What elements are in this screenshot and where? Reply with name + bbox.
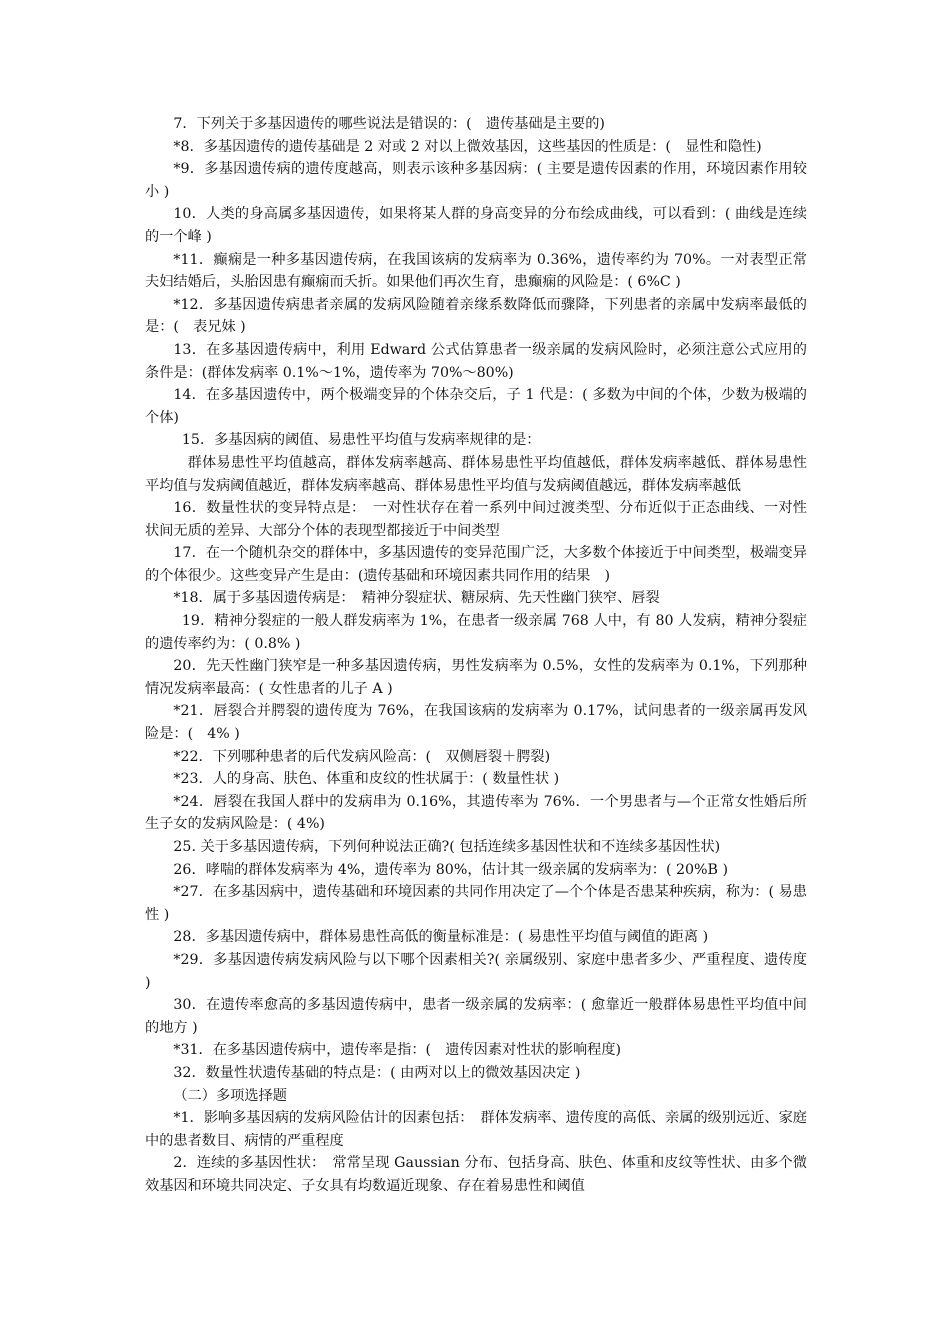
question-19: 19．精神分裂症的一般人群发病率为 1%，在患者一级亲属 768 人中，有 80 人发病，精神分裂症的遗传率约为：( 0.8% ): [145, 613, 807, 652]
question-29: *29．多基因遗传病发病风险与以下哪个因素相关?( 亲属级别、家庭中患者多少、严重程度、遗传度 ): [145, 951, 807, 991]
question-27: *27．在多基因病中，遗传基础和环境因素的共同作用决定了—个个体是否患某种疾病，称为：( 易患性 ): [145, 884, 807, 923]
question-28: 28．多基因遗传病中，群体易患性高低的衡量标准是：( 易患性平均值与阈值的距离 ): [173, 929, 709, 946]
question-8: *8．多基因遗传的遗传基础是 2 对或 2 对以上微效基因，这些基因的性质是：( 显性和隐性): [173, 138, 762, 155]
question-16: 16．数量性状的变异特点是： 一对性状存在着一系列中间过渡类型、分布近似于正态曲线、一对性状间无质的差异、大部分个体的表现型都接近于中间类型: [145, 500, 807, 539]
question-23: *23．人的身高、肤色、体重和皮纹的性状属于：( 数量性状 ): [173, 771, 560, 788]
section-heading-multiple-choice: （二）多项选择题: [173, 1087, 287, 1104]
question-13: 13．在多基因遗传病中，利用 Edward 公式估算患者一级亲属的发病风险时，必须注意公式应用的条件是：(群体发病率 0.1%～1%，遗传率为 70%～80%): [145, 341, 807, 381]
question-7: 7．下列关于多基因遗传的哪些说法是错误的：( 遗传基础是主要的): [173, 116, 605, 132]
question-24: *24．唇裂在我国人群中的发病串为 0.16%，其遗传率为 76%．一个男患者与—个正常女性婚后所生子女的发病风险是：( 4%): [145, 793, 807, 833]
question-26: 26．哮喘的群体发病率为 4%，遗传率为 80%，估计其一级亲属的发病率为：( 20%B ): [173, 861, 728, 878]
question-12: *12．多基因遗传病患者亲属的发病风险随着亲缘系数降低而骤降，下列患者的亲属中发病率最低的是：( 表兄妹 ): [145, 296, 807, 336]
question-10: 10．人类的身高属多基因遗传，如果将某人群的身高变异的分布绘成曲线，可以看到：( 曲线是连续的一个峰 ): [145, 206, 807, 245]
question-14: 14．在多基因遗传中，两个极端变异的个体杂交后，子 1 代是：( 多数为中间的个体，少数为极端的个体): [145, 387, 807, 426]
question-21: *21．唇裂合并腭裂的遗传度为 76%，在我国该病的发病率为 0.17%，试问患者的一级亲属再发风险是：( 4% ): [145, 703, 807, 743]
question-9: *9．多基因遗传病的遗传度越高，则表示该种多基因病：( 主要是遗传因素的作用，环境因素作用较小 ): [145, 161, 807, 200]
question-20: 20．先天性幽门狭窄是一种多基因遗传病，男性发病率为 0.5%，女性的发病率为 0.1%，下列那种情况发病率最高：( 女性患者的儿子 A ): [145, 658, 807, 697]
multi-question-1: *1．影响多基因病的发病风险估计的因素包括： 群体发病率、遗传度的高低、亲属的级别远近、家庭中的患者数目、病情的严重程度: [145, 1110, 807, 1149]
question-25: 25. 关于多基因遗传病，下列何种说法正确?( 包括连续多基因性状和不连续多基因性状): [173, 839, 721, 855]
question-15: 15．多基因病的阈值、易患性平均值与发病率规律的是：: [181, 432, 541, 449]
question-32: 32．数量性状遗传基础的特点是：( 由两对以上的微效基因决定 ): [173, 1064, 581, 1081]
question-30: 30．在遗传率愈高的多基因遗传病中，患者一级亲属的发病率：( 愈靠近一般群体易患性平均值中间的地方 ): [145, 997, 807, 1036]
question-15-answer: 群体易患性平均值越高，群体发病率越高、群体易患性平均值越低，群体发病率越低、群体易患性平均值与发病阈值越近，群体发病率越高、群体易患性平均值与发病阈值越远，群体发病率越低: [145, 454, 807, 494]
question-31: *31．在多基因遗传病中，遗传率是指：( 遗传因素对性状的影响程度): [173, 1042, 622, 1059]
question-17: 17．在一个随机杂交的群体中，多基因遗传的变异范围广泛，大多数个体接近于中间类型，极端变异的个体很少。这些变异产生是由：(遗传基础和环境因素共同作用的结果 ): [145, 545, 807, 584]
question-list: [145, 113, 807, 1198]
question-22: *22．下列哪种患者的后代发病风险高：( 双侧唇裂＋腭裂): [173, 748, 551, 765]
question-18: *18．属于多基因遗传病是： 精神分裂症状、糖尿病、先天性幽门狭窄、唇裂: [173, 590, 660, 607]
multi-question-2: 2．连续的多基因性状： 常常呈现 Gaussian 分布、包括身高、肤色、体重和皮纹等性状、由多个微效基因和环境共同决定、子女具有均数逼近现象、存在着易患性和阈值: [145, 1155, 807, 1194]
question-11: *11．癫痫是一种多基因遗传病，在我国该病的发病率为 0.36%，遗传率约为 70%。一对表型正常夫妇结婚后，头胎因患有癫痫而夭折。如果他们再次生育，患癫痫的风险是：( 6%C ): [145, 251, 807, 291]
